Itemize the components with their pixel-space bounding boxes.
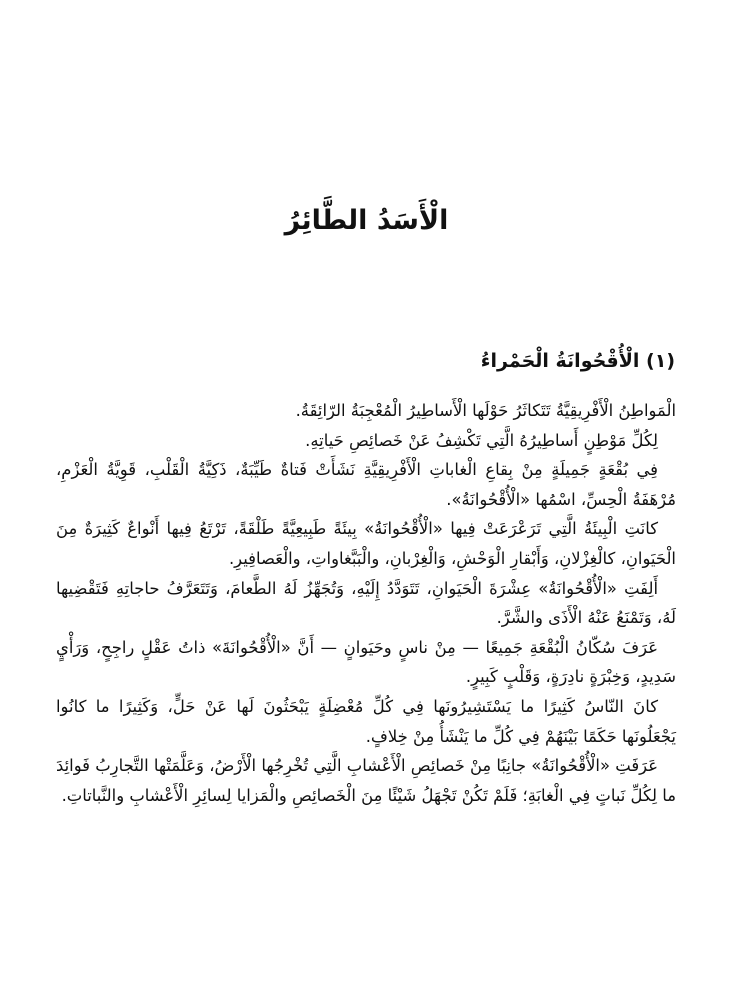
paragraph: عَرَفَتِ «الْأُقْحُوانَةُ» جانِبًا مِنْ خَصائِصِ الْأَعْشابِ الَّتِي تُخْرِجُها الْأَرْضُ، وَعَلَّمَتْها التَّجارِبُ فَوائِدَ ما لِكُلِّ نَباتٍ فِي الْغابَةِ؛ فَلَمْ تَكُنْ تَجْهَلُ شَيْئًا مِنَ الْخَصائِصِ والْمَزايا لِسائِرِ الْأَعْشابِ والنَّباتاتِ. xyxy=(56,756,676,805)
section-heading: (١) الْأُقْحُوانَةُ الْحَمْراءُ xyxy=(480,350,675,372)
paragraph: عَرَفَ سُكّانُ الْبُقْعَةِ جَمِيعًا — مِنْ ناسٍ وحَيَوانٍ — أَنَّ «الْأُقْحُوانَةَ» ذاتُ عَقْلٍ راجِحٍ، وَرَأْيٍ سَدِيدٍ، وَخِبْرَةٍ نادِرَةٍ، وَقَلْبٍ كَبِيرٍ. xyxy=(56,637,676,687)
paragraph: لِكُلِّ مَوْطِنٍ أَساطِيرُهُ الَّتِي تَكْشِفُ عَنْ خَصائِصِ حَياتِهِ. xyxy=(305,430,658,450)
page-title: الْأَسَدُ الطَّائِرُ xyxy=(284,205,449,236)
paragraph: كانَتِ الْبِيئَةُ الَّتِي تَرَعْرَعَتْ فِيها «الْأُقْحُوانَةُ» بِيئَةً طَبِيعِيَّةً طَلْقَةً، تَرْتَعُ فِيها أَنْواعٌ كَثِيرَةٌ مِنَ الْحَيَوانِ، كالْغِزْلانِ، وَأَبْقارِ الْوَحْشِ، وَالْغِرْبانِ، والْبَبَّغاواتِ، والْعَصافِيرِ. xyxy=(56,519,676,568)
paragraph: كانَ النّاسُ كَثِيرًا ما يَسْتَشِيرُونَها فِي كُلِّ مُعْضِلَةٍ يَبْحَثُونَ لَها عَنْ حَلٍّ، وَكَثِيرًا ما كانُوا يَجْعَلُونَها حَكَمًا بَيْنَهُمْ فِي كُلِّ ما يَنْشَأُ مِنْ خِلافٍ. xyxy=(56,696,676,746)
paragraph: أَلِفَتِ «الْأُقْحُوانَةُ» عِشْرَةَ الْحَيَوانِ، تَتَوَدَّدُ إِلَيْهِ، وَتُجَهِّزُ لَهُ الطَّعامَ، وَتَتَعَرَّفُ حاجاتِهِ فَتَقْضِيها لَهُ، وَتَمْنَعُ عَنْهُ الْأَذَى والشَّرَّ. xyxy=(56,578,676,628)
paragraph: فِي بُقْعَةٍ جَمِيلَةٍ مِنْ بِقاعِ الْغاباتِ الْأَفْرِيقِيَّةِ نَشَأَتْ فَتاةٌ طَيِّبَةٌ، ذَكِيَّةُ الْقَلْبِ، قَوِيَّةُ الْعَزْمِ، مُرْهَفَةُ الْحِسِّ، اسْمُها «الْأُقْحُوانَةُ». xyxy=(56,460,676,509)
body-text xyxy=(56,396,676,810)
paragraph: الْمَواطِنُ الْأَفْرِيقِيَّةُ تَتَكاثَرُ حَوْلَها الْأَساطِيرُ الْمُعْجِبَةُ الرّائِقَةُ. xyxy=(295,401,676,420)
